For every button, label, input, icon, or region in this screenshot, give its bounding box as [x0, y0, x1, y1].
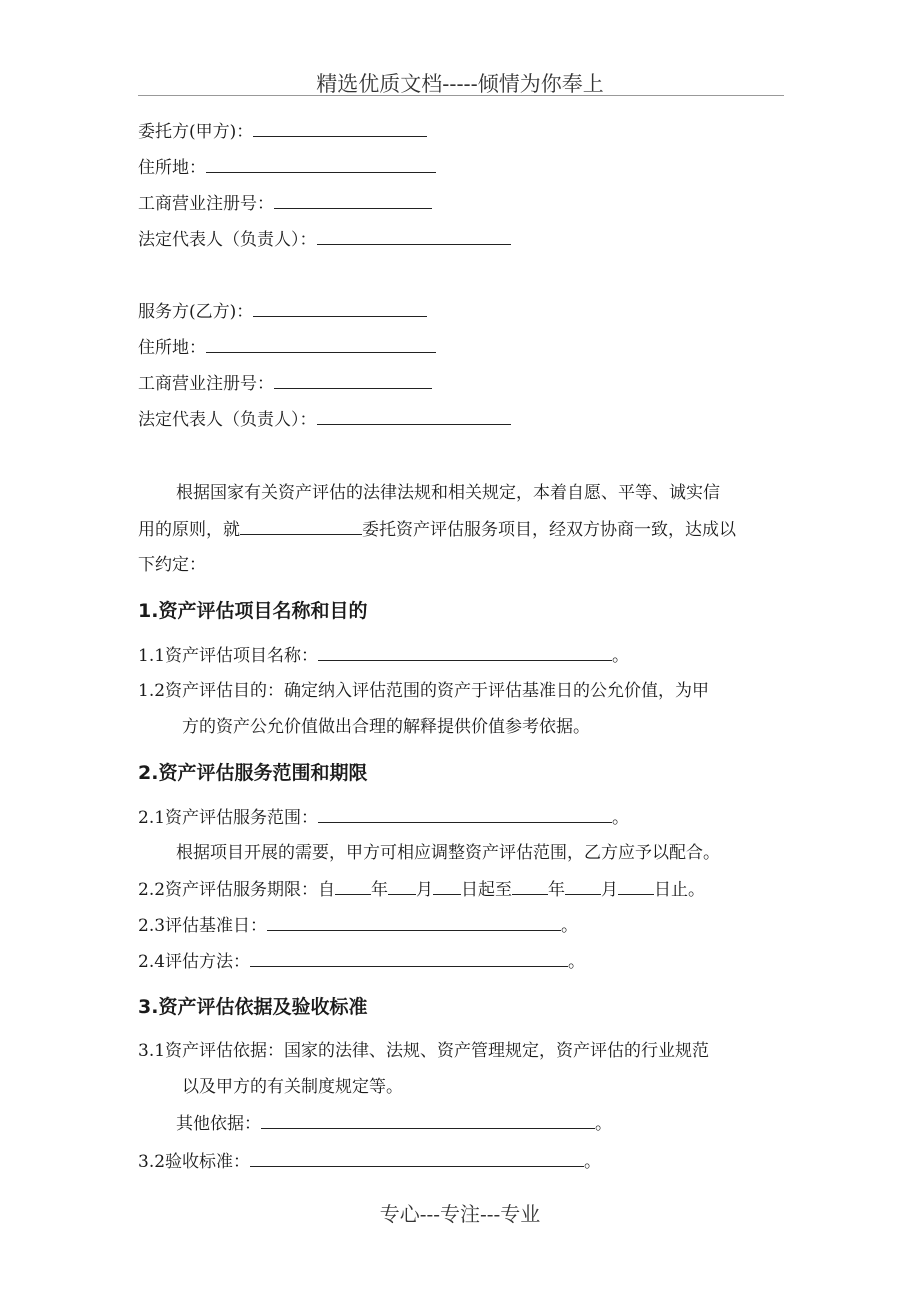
start-day-blank [433, 878, 461, 895]
party-b-name-blank [253, 300, 427, 317]
other-basis-row [176, 1112, 612, 1135]
end-month-blank [565, 878, 601, 895]
item-2-1-blank [318, 806, 612, 823]
intro-line-2 [138, 518, 736, 541]
other-basis-label: 其他依据： [176, 1114, 261, 1134]
item-2-3 [138, 914, 578, 937]
item-1-2-line-1: 1.2资产评估目的：确定纳入评估范围的资产于评估基准日的公允价值，为甲 [138, 681, 710, 701]
party-b-name-label: 服务方(乙方)： [138, 302, 254, 322]
item-2-2 [138, 878, 705, 901]
party-a-reg-blank [274, 192, 432, 209]
item-3-2-period: 。 [584, 1152, 602, 1172]
item-1-1 [138, 644, 629, 667]
party-a-rep-label: 法定代表人（负责人）： [138, 230, 317, 250]
item-2-4 [138, 950, 585, 973]
header-rule [138, 95, 784, 96]
item-3-2-blank [250, 1150, 584, 1167]
party-a-rep-blank [317, 228, 511, 245]
party-a-reg-label: 工商营业注册号： [138, 194, 274, 214]
party-a-name-label: 委托方(甲方)： [138, 122, 254, 142]
other-basis-blank [261, 1112, 595, 1129]
start-day-unit: 日起至 [461, 880, 513, 900]
item-2-1-period: 。 [612, 808, 630, 828]
section-3-title: 3.资产评估依据及验收标准 [138, 996, 368, 1018]
item-1-2-line-2: 方的资产公允价值做出合理的解释提供价值参考依据。 [182, 717, 590, 737]
party-a-address-blank [206, 156, 436, 173]
intro-line-2-start: 用的原则，就 [138, 520, 240, 540]
party-b-reg-label: 工商营业注册号： [138, 374, 274, 394]
start-month-blank [388, 878, 416, 895]
party-b-address-row [138, 336, 436, 359]
item-3-1-line-2: 以及甲方的有关制度规定等。 [182, 1077, 403, 1097]
item-1-1-label: 1.1资产评估项目名称： [138, 646, 319, 666]
intro-line-2-end: 委托资产评估服务项目，经双方协商一致，达成以 [362, 520, 736, 540]
item-3-1-line-1: 3.1资产评估依据：国家的法律、法规、资产管理规定，资产评估的行业规范 [138, 1041, 710, 1061]
party-a-name-blank [253, 120, 427, 137]
party-a-name-row [138, 120, 427, 143]
party-b-name-row [138, 300, 427, 323]
section-1-title: 1.资产评估项目名称和目的 [138, 600, 368, 622]
item-2-3-period: 。 [561, 916, 579, 936]
page-header: 精选优质文档-----倾情为你奉上 [316, 72, 604, 96]
page-footer: 专心---专注---专业 [379, 1202, 541, 1226]
party-a-address-row [138, 156, 436, 179]
item-1-1-blank [318, 644, 612, 661]
other-basis-period: 。 [595, 1114, 612, 1134]
item-3-2 [138, 1150, 601, 1173]
item-2-3-label: 2.3评估基准日： [138, 916, 268, 936]
end-year-unit: 年 [548, 880, 566, 900]
end-day-unit: 日止。 [654, 880, 706, 900]
item-2-1-label: 2.1资产评估服务范围： [138, 808, 319, 828]
party-b-rep-label: 法定代表人（负责人）： [138, 410, 317, 430]
item-2-3-blank [267, 914, 561, 931]
end-month-unit: 月 [601, 880, 619, 900]
party-b-reg-blank [274, 372, 432, 389]
party-a-address-label: 住所地： [138, 158, 206, 178]
intro-line-1: 根据国家有关资产评估的法律法规和相关规定，本着自愿、平等、诚实信 [176, 483, 720, 503]
item-1-1-period: 。 [612, 646, 630, 666]
party-b-address-blank [206, 336, 436, 353]
item-2-1 [138, 806, 629, 829]
item-2-4-blank [250, 950, 568, 967]
party-b-rep-row [138, 408, 511, 431]
party-b-reg-row [138, 372, 432, 395]
start-year-unit: 年 [371, 880, 389, 900]
start-year-blank [335, 878, 371, 895]
item-2-1-note: 根据项目开展的需要，甲方可相应调整资产评估范围，乙方应予以配合。 [176, 843, 720, 863]
item-3-2-label: 3.2验收标准： [138, 1152, 251, 1172]
end-year-blank [512, 878, 548, 895]
party-a-rep-row [138, 228, 511, 251]
intro-line-3: 下约定： [138, 555, 206, 575]
end-day-blank [618, 878, 654, 895]
project-blank [240, 518, 362, 535]
party-b-address-label: 住所地： [138, 338, 206, 358]
item-2-2-label: 2.2资产评估服务期限：自 [138, 880, 336, 900]
item-2-4-period: 。 [568, 952, 586, 972]
party-b-rep-blank [317, 408, 511, 425]
start-month-unit: 月 [416, 880, 434, 900]
party-a-reg-row [138, 192, 432, 215]
item-2-4-label: 2.4评估方法： [138, 952, 251, 972]
section-2-title: 2.资产评估服务范围和期限 [138, 762, 368, 784]
